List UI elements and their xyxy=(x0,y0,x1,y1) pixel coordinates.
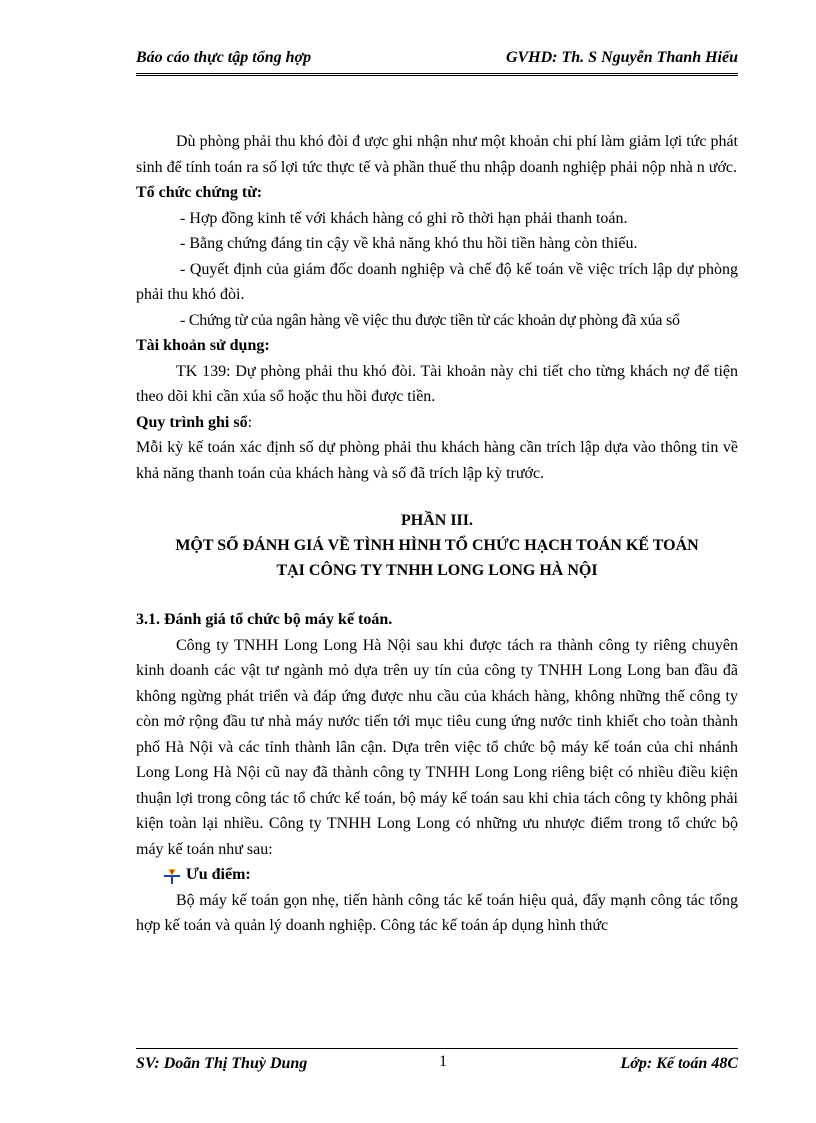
heading-recording-process-text: Quy trình ghi sổ xyxy=(136,413,248,431)
page-footer xyxy=(136,1053,738,1077)
footer-divider xyxy=(136,1048,738,1049)
paragraph-section-3-1: Công ty TNHH Long Long Hà Nội sau khi được tách ra thành công ty riêng chuyên kinh doanh các vật tư ngành mỏ dựa trên uy tín của công ty TNHH Long Long ban đầu đã không ngừng phát triển và đáp ứng được nhu cầu của khách hàng, không những thế công ty còn mở rộng đầu tư nhà máy nước tiến tới mục tiêu cung ứng nước tinh khiết cho toàn thành phố Hà Nội và các tỉnh thành lân cận. Dựa trên việc tổ chức bộ máy kế toán của chi nhánh Long Long Hà Nội cũ nay đã thành công ty TNHH Long Long riêng biệt có nhiều điều kiện thuận lợi trong công tác tổ chức kế toán, bộ máy kế toán sau khi chia tách công ty không phải kiện toàn lại nhiều. Công ty TNHH Long Long có những ưu nhược điểm trong tổ chức bộ máy kế toán như sau: xyxy=(136,636,738,858)
header-supervisor: GVHD: Th. S Nguyễn Thanh Hiếu xyxy=(505,49,738,66)
list-item-bank-documents: - Chứng từ của ngân hàng về việc thu được tiền từ các khoản dự phòng đã xúa sổ xyxy=(180,311,680,329)
part-subtitle-line1: MỘT SỐ ĐÁNH GIÁ VỀ TÌNH HÌNH TỔ CHỨC HẠCH TOÁN KẾ TOÁN xyxy=(175,537,699,554)
section-heading-3-1: 3.1. Đánh giá tổ chức bộ máy kế toán. xyxy=(136,611,393,628)
spacer xyxy=(136,486,738,508)
list-item-contract: - Hợp đồng kinh tế với khách hàng có ghi rõ thời hạn phải thanh toán. xyxy=(180,209,628,227)
heading-recording-process xyxy=(136,410,738,436)
list-item-decision: - Quyết định của giám đốc doanh nghiệp và chế độ kế toán về việc trích lập dự phòng phải thu khó đòi. xyxy=(136,260,738,303)
header-report-title: Báo cáo thực tập tổng hợp xyxy=(136,49,312,66)
page-number: 1 xyxy=(439,1053,447,1070)
list-item-evidence: - Bằng chứng đáng tin cậy về khả năng khó thu hồi tiền hàng còn thiếu. xyxy=(180,235,638,252)
advantages-label: Ưu điểm: xyxy=(186,866,251,883)
paragraph-advantages: Bộ máy kế toán gọn nhẹ, tiến hành công tác kế toán hiệu quả, đẩy mạnh công tác tổng hợp kế toán và quản lý doanh nghiệp. Công tác kế toán áp dụng hình thức xyxy=(136,891,738,934)
page-header xyxy=(136,47,738,73)
spacer xyxy=(136,583,738,607)
part-subtitle-line2: TẠI CÔNG TY TNHH LONG LONG HÀ NỘI xyxy=(276,562,598,579)
paragraph-provision: Dù phòng phải thu khó đòi đ ược ghi nhận như một khoản chi phí làm giảm lợi tức phát sinh để tính toán ra số lợi tức thực tế và phần thuế thu nhập doanh nghiệp phải nộp nhà n ước. xyxy=(136,133,738,176)
header-divider xyxy=(136,73,738,76)
heading-account-used: Tài khoản sử dụng: xyxy=(136,337,270,354)
footer-student: SV: Doãn Thị Thuỳ Dung xyxy=(136,1055,308,1072)
footer-class: Lớp: Kế toán 48C xyxy=(620,1055,738,1072)
advantages-heading xyxy=(136,862,738,888)
heading-documents: Tổ chức chứng từ: xyxy=(136,184,263,201)
arrow-bullet-icon xyxy=(164,867,180,883)
paragraph-recording-process: Mỗi kỳ kế toán xác định số dự phòng phải thu khách hàng cần trích lập dựa vào thông tin về khả năng thanh toán của khách hàng và số đã trích lập kỳ trước. xyxy=(136,439,738,482)
heading-recording-process-colon: : xyxy=(247,413,253,431)
part-title: PHẦN III. xyxy=(400,512,473,529)
paragraph-account-139: TK 139: Dự phòng phải thu khó đòi. Tài khoản này chi tiết cho từng khách nợ để tiện theo dõi khi cần xúa sổ hoặc thu hồi được tiền. xyxy=(136,362,738,405)
page-body xyxy=(136,129,738,939)
